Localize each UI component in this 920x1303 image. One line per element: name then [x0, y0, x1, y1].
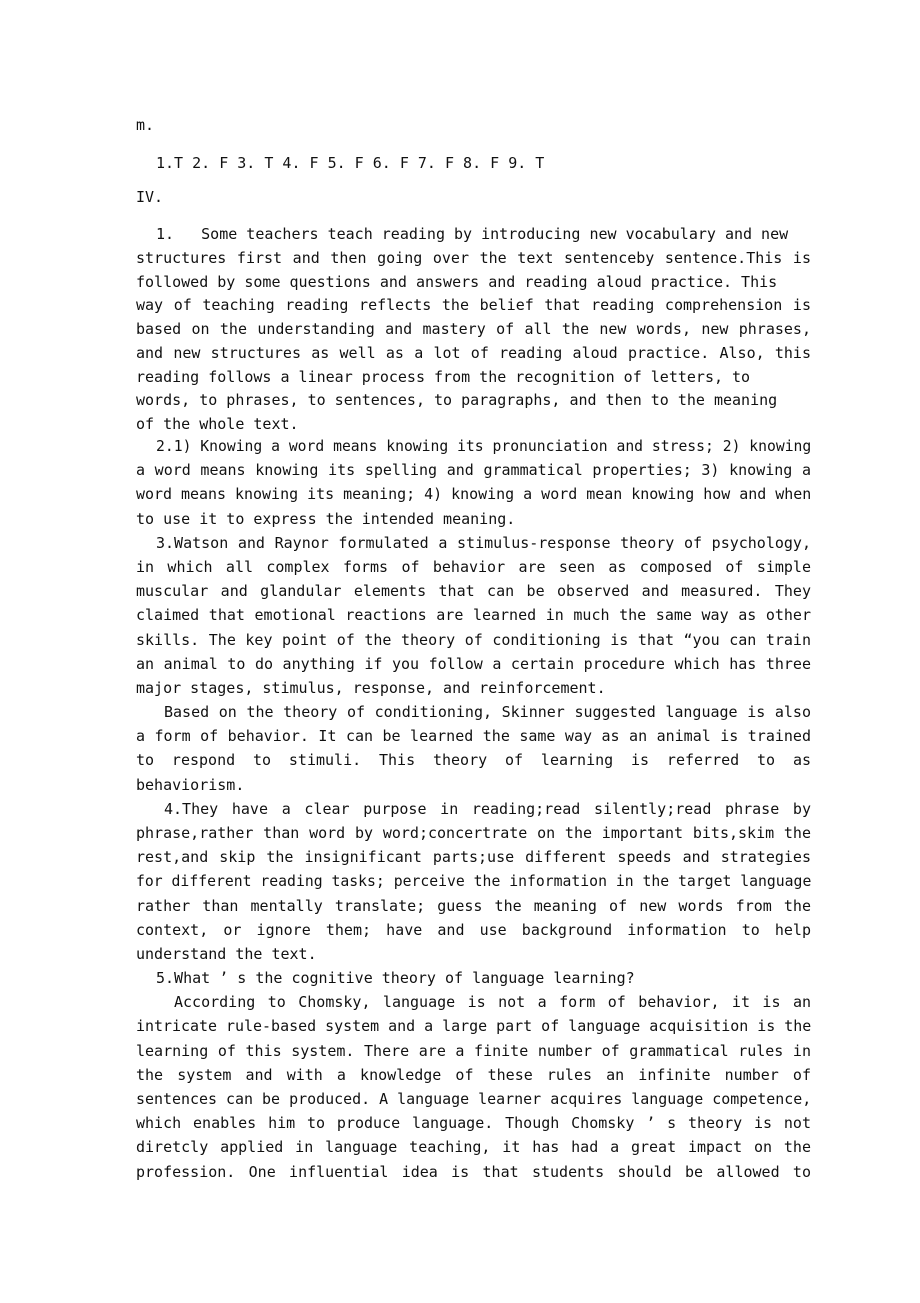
answer-5-line: which enables him to produce language. Though Chomsky ’ s theory is not: [136, 1114, 811, 1132]
answer-5-line: intricate rule-based system and a large part of language acquisition is the: [136, 1017, 812, 1035]
answer-1-line: reading follows a linear process from the recognition of letters, to: [136, 368, 751, 386]
answer-4-line: for different reading tasks; perceive the information in the target language: [136, 872, 812, 890]
answer-4-line: rather than mentally translate; guess the meaning of new words from the: [136, 897, 811, 915]
answer-5-line: learning of this system. There are a finite number of grammatical rules in: [136, 1042, 811, 1060]
answer-4-line: 4.They have a clear purpose in reading;read silently;read phrase by: [164, 800, 811, 818]
answer-3-line: skills. The key point of the theory of conditioning is that “you can train: [136, 631, 811, 649]
answer-2-line: a word means knowing its spelling and grammatical properties; 3) knowing a: [136, 461, 811, 479]
answer-4-line: context, or ignore them; have and use background information to help: [136, 921, 811, 939]
answer-5-question: 5.What ’ s the cognitive theory of language learning?: [156, 969, 635, 987]
answer-2-line: to use it to express the intended meaning.: [136, 510, 516, 528]
answer-1-line: and new structures as well as a lot of reading aloud practice. Also, this: [136, 344, 811, 362]
answer-1-line: structures first and then going over the text sentenceby sentence.This is: [136, 249, 811, 267]
answer-4-line: rest,and skip the insignificant parts;use different speeds and strategies: [136, 848, 811, 866]
answer-5-line: According to Chomsky, language is not a form of behavior, it is an: [174, 993, 811, 1011]
answer-5-line: sentences can be produced. A language learner acquires language competence,: [136, 1090, 812, 1108]
answer-3-line: muscular and glandular elements that can be observed and measured. They: [136, 582, 811, 600]
answer-3-line: major stages, stimulus, response, and reinforcement.: [136, 679, 606, 697]
true-false-answers: 1.T 2. F 3. T 4. F 5. F 6. F 7. F 8. F 9. T: [156, 154, 545, 172]
answer-4-line: understand the text.: [136, 945, 317, 963]
answer-3-line: in which all complex forms of behavior are seen as composed of simple: [136, 558, 811, 576]
answer-5-line: the system and with a knowledge of these rules an infinite number of: [136, 1066, 811, 1084]
section-heading-m: m.: [136, 116, 155, 134]
answer-3-line: to respond to stimuli. This theory of learning is referred to as: [136, 751, 811, 769]
answer-1-line: of the whole text.: [136, 415, 299, 433]
answer-3-line: an animal to do anything if you follow a certain procedure which has three: [136, 655, 811, 673]
answer-3-line: 3.Watson and Raynor formulated a stimulus-response theory of psychology,: [156, 534, 811, 552]
answer-2-line: 2.1) Knowing a word means knowing its pronunciation and stress; 2) knowing: [156, 437, 812, 455]
answer-1-line: words, to phrases, to sentences, to paragraphs, and then to the meaning: [136, 391, 778, 409]
answer-3-line: behaviorism.: [136, 776, 245, 794]
answer-5-line: profession. One influential idea is that students should be allowed to: [136, 1163, 811, 1181]
answer-1-line: 1. Some teachers teach reading by introducing new vocabulary and new: [156, 225, 789, 243]
answer-3-line: claimed that emotional reactions are learned in much the same way as other: [136, 606, 811, 624]
answer-1-line: followed by some questions and answers and reading aloud practice. This: [136, 273, 778, 291]
answer-3-line: a form of behavior. It can be learned the same way as an animal is trained: [136, 727, 811, 745]
answer-1-line: based on the understanding and mastery of all the new words, new phrases,: [136, 320, 811, 338]
answer-3-line: Based on the theory of conditioning, Skinner suggested language is also: [164, 703, 811, 721]
section-heading-iv: IV.: [136, 188, 164, 206]
answer-5-line: diretcly applied in language teaching, it has had a great impact on the: [136, 1138, 811, 1156]
answer-4-line: phrase,rather than word by word;concertrate on the important bits,skim the: [136, 824, 811, 842]
answer-2-line: word means knowing its meaning; 4) knowing a word mean knowing how and when: [136, 485, 812, 503]
answer-1-line: way of teaching reading reflects the belief that reading comprehension is: [136, 296, 811, 314]
